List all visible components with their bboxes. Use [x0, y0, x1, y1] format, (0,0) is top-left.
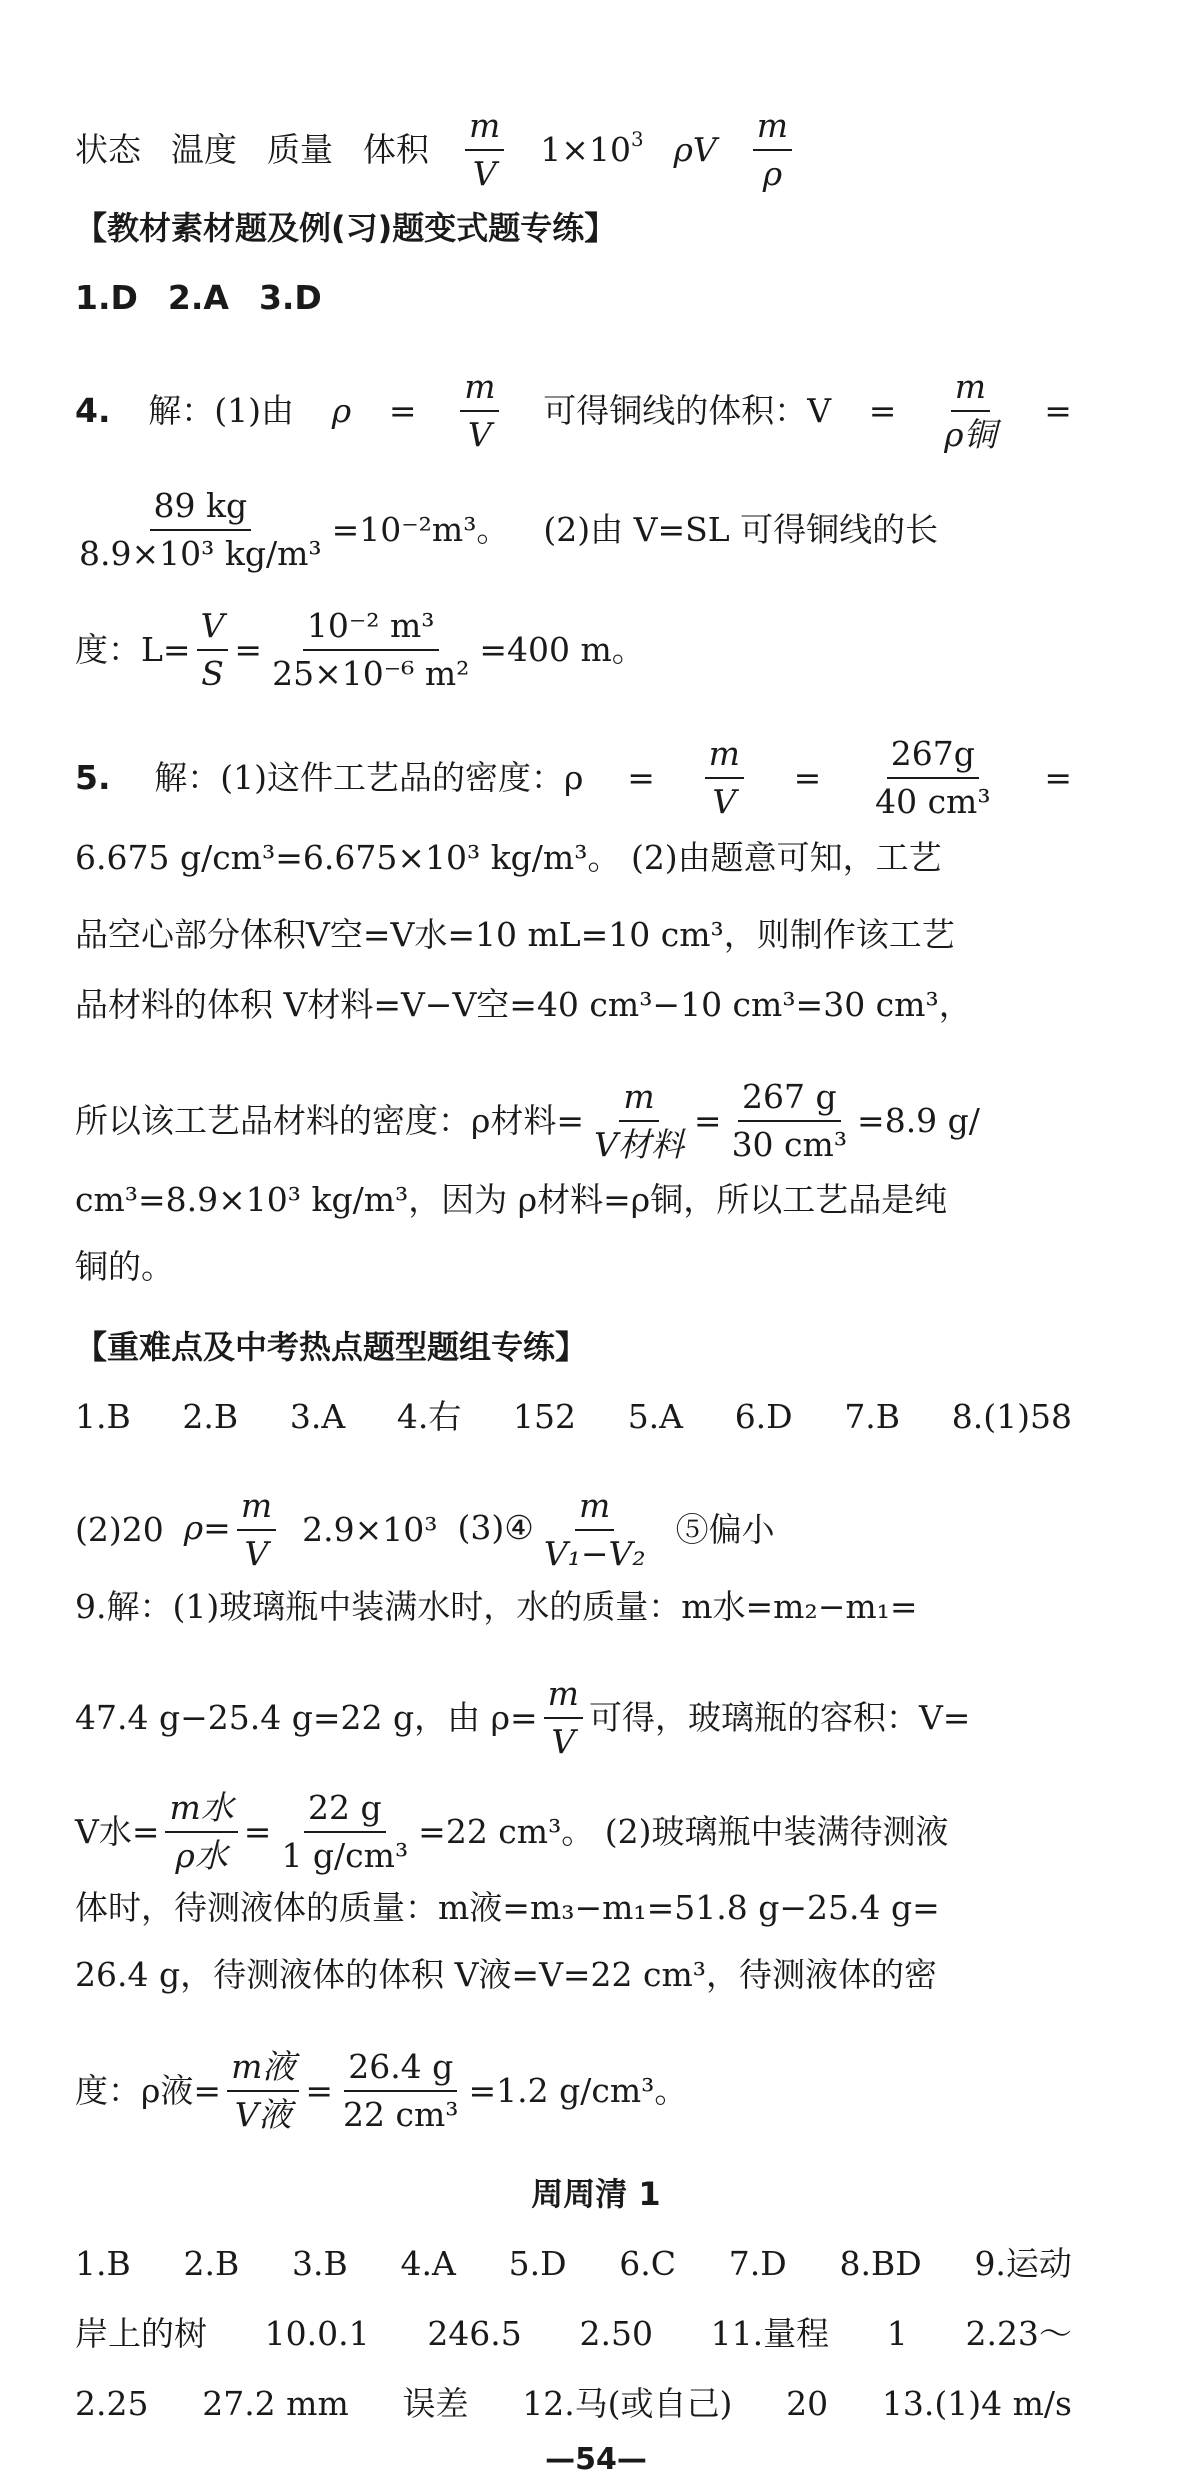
value: 1×10 — [540, 130, 631, 169]
answer: 8.BD — [839, 2244, 922, 2283]
solution-line-q4 — [75, 366, 1072, 456]
fraction — [165, 1787, 237, 1877]
text: 可得，玻璃瓶的容积：V= — [588, 1698, 971, 1737]
text: (2)由 V=SL 可得铜线的长 — [543, 510, 939, 549]
formula: ρ= — [183, 1508, 231, 1547]
fraction — [871, 733, 994, 823]
denominator: ρ水 — [175, 1836, 228, 1875]
text: 度：L= — [75, 630, 191, 669]
answer: 3.D — [258, 278, 322, 317]
denominator: ρ — [762, 154, 783, 193]
fraction — [544, 1673, 583, 1763]
text: =22 cm³。 (2)玻璃瓶中装满待测液 — [418, 1812, 949, 1851]
fraction — [590, 1076, 688, 1166]
answer: 2.50 — [579, 2314, 653, 2353]
answer: 9.运动 — [974, 2244, 1072, 2283]
solution-line-q5 — [75, 733, 1072, 823]
answer-line — [75, 274, 322, 322]
answer: 2.23～ — [965, 2314, 1072, 2353]
solution-line: cm³=8.9×10³ kg/m³，因为 ρ材料=ρ铜，所以工艺品是纯 — [75, 1180, 948, 1219]
answer: 岸上的树 — [75, 2314, 207, 2353]
text-cell: 状态 — [75, 130, 141, 169]
numerator: 22 g — [304, 1787, 386, 1833]
section-heading: 【教材素材题及例(习)题变式题专练】 — [75, 209, 617, 247]
text: = — [1044, 391, 1072, 430]
text: =400 m。 — [479, 630, 645, 669]
solution-line-q9: 9.解：(1)玻璃瓶中装满水时，水的质量：m水=m₂−m₁= — [75, 1587, 918, 1626]
text: = — [305, 2071, 334, 2110]
answer: 3.B — [292, 2244, 348, 2283]
fraction — [237, 1485, 276, 1575]
denominator: V — [472, 154, 497, 193]
denominator: V液 — [234, 2095, 292, 2134]
text: 度：ρ液= — [75, 2071, 222, 2110]
answer: 1.B — [75, 2244, 131, 2283]
text-cell — [540, 126, 643, 174]
answer-line — [75, 2380, 1072, 2428]
denominator: 25×10⁻⁶ m² — [272, 654, 470, 693]
text: 可得铜线的体积：V — [543, 391, 832, 430]
numerator: m — [544, 1673, 583, 1719]
answer: 20 — [786, 2384, 829, 2423]
fraction — [460, 366, 499, 456]
text: = — [243, 1812, 272, 1851]
text: 解：(1)由 — [148, 391, 294, 430]
text: = — [388, 391, 417, 430]
text-cell: ρV — [673, 130, 717, 169]
fraction — [339, 2046, 462, 2136]
solution-line: 26.4 g，待测液体的体积 V液=V=22 cm³，待测液体的密 — [75, 1955, 938, 1994]
numerator: m液 — [227, 2046, 299, 2092]
numerator: 267 g — [738, 1076, 841, 1122]
denominator: V — [467, 415, 492, 454]
answer: 8.(1)58 — [951, 1397, 1072, 1436]
answer: 5.D — [508, 2244, 567, 2283]
solution-line: 体时，待测液体的质量：m液=m₃−m₁=51.8 g−25.4 g= — [75, 1888, 940, 1927]
text: = — [556, 1101, 585, 1140]
answer: 6.D — [734, 1397, 793, 1436]
fraction — [197, 605, 229, 695]
answer: 2.9×10³ — [302, 1510, 438, 1549]
text-cell: 质量 — [267, 130, 333, 169]
text: = — [234, 630, 263, 669]
denominator: 30 cm³ — [731, 1125, 848, 1164]
answer: ⑤偏小 — [675, 1510, 775, 1549]
numerator: m — [619, 1076, 658, 1122]
text: = — [627, 758, 655, 797]
answer: 2.A — [167, 278, 229, 317]
numerator: m水 — [165, 1787, 237, 1833]
numerator: m — [951, 366, 990, 412]
fraction — [75, 485, 326, 575]
text: 47.4 g−25.4 g=22 g，由 ρ= — [75, 1698, 538, 1737]
page-number: —54— — [545, 2442, 647, 2477]
fraction — [227, 2046, 299, 2136]
answer: 误差 — [402, 2384, 469, 2423]
answer-line — [75, 2240, 1072, 2288]
answer: 5.A — [627, 1397, 684, 1436]
label: (3)④ — [457, 1508, 534, 1547]
numerator: m — [575, 1485, 614, 1531]
symbol: ρ — [331, 391, 352, 430]
text: V水= — [75, 1812, 160, 1851]
answer: 7.B — [844, 1397, 901, 1436]
numerator: 10⁻² m³ — [303, 605, 439, 651]
solution-line: 品材料的体积 V材料=V−V空=40 cm³−10 cm³=30 cm³， — [75, 985, 972, 1024]
answer: 11.量程 — [710, 2314, 830, 2353]
answer — [184, 1485, 282, 1575]
solution-line — [75, 1076, 1072, 1166]
solution-line — [75, 1787, 1072, 1877]
answer: 1.D — [75, 278, 138, 317]
denominator: V材料 — [594, 1125, 684, 1164]
solution-line — [75, 605, 645, 695]
solution-line — [75, 485, 1072, 575]
answer: 4.右 — [396, 1397, 462, 1436]
fraction — [465, 105, 504, 195]
text: = — [1044, 758, 1072, 797]
answer: 13.(1)4 m/s — [881, 2384, 1072, 2423]
solution-line — [75, 2046, 687, 2136]
text-cell: 体积 — [363, 130, 429, 169]
numerator: m — [460, 366, 499, 412]
answer: 1.B — [75, 1397, 131, 1436]
solution-line: 铜的。 — [75, 1247, 174, 1286]
fraction — [728, 1076, 851, 1166]
answer: 1 — [886, 2314, 908, 2353]
answer — [457, 1485, 655, 1575]
answer: 246.5 — [427, 2314, 522, 2353]
denominator: 22 cm³ — [343, 2095, 459, 2134]
fraction — [277, 1787, 412, 1877]
denominator: 8.9×10³ kg/m³ — [79, 534, 322, 573]
answer: 27.2 mm — [202, 2384, 349, 2423]
exponent: 3 — [630, 128, 644, 152]
fraction — [705, 733, 744, 823]
numerator: m — [237, 1485, 276, 1531]
solution-line: 品空心部分体积V空=V水=10 mL=10 cm³，则制作该工艺 — [75, 915, 955, 954]
text: = — [793, 758, 822, 797]
numerator: m — [753, 105, 792, 151]
answer: 12.马(或自己) — [522, 2384, 733, 2423]
answer: (2)20 — [75, 1510, 164, 1549]
denominator: V₁−V₂ — [543, 1534, 646, 1573]
answer: 7.D — [728, 2244, 787, 2283]
text: 所以该工艺品材料的密度：ρ材料 — [75, 1101, 557, 1140]
section-title: 周周清 1 — [531, 2175, 661, 2213]
answer: 3.A — [289, 1397, 346, 1436]
answer-line — [75, 2310, 1072, 2358]
text: =10⁻²m³。 — [331, 510, 510, 549]
denominator: 40 cm³ — [875, 782, 991, 821]
denominator: 1 g/cm³ — [281, 1836, 409, 1875]
numerator: 267g — [887, 733, 979, 779]
answer: 10.0.1 — [264, 2314, 370, 2353]
fraction — [540, 1485, 650, 1575]
text: =1.2 g/cm³。 — [468, 2071, 688, 2110]
fraction — [753, 105, 792, 195]
numerator: m — [465, 105, 504, 151]
denominator: V — [712, 782, 737, 821]
answer: 6.C — [619, 2244, 677, 2283]
answer: 2.B — [183, 2244, 240, 2283]
solution-line: 6.675 g/cm³=6.675×10³ kg/m³。 (2)由题意可知，工艺 — [75, 838, 942, 877]
question-number: 5. — [75, 758, 111, 797]
fraction — [268, 605, 473, 695]
numerator: V — [197, 605, 229, 651]
text-cell: 温度 — [171, 130, 237, 169]
text: = — [868, 391, 897, 430]
text: =8.9 g/ — [857, 1101, 980, 1140]
numerator: m — [705, 733, 744, 779]
fraction — [940, 366, 1000, 456]
answer: 4.A — [400, 2244, 456, 2283]
answer-line — [75, 1485, 775, 1575]
question-number: 4. — [75, 391, 111, 430]
answer-line-intro — [75, 105, 798, 195]
section-heading: 【重难点及中考热点题型题组专练】 — [75, 1328, 588, 1366]
numerator: 26.4 g — [344, 2046, 457, 2092]
answer: 2.25 — [75, 2384, 149, 2423]
solution-line — [75, 1673, 1072, 1763]
answer: 2.B — [182, 1397, 239, 1436]
text: = — [693, 1101, 722, 1140]
denominator: S — [201, 654, 224, 693]
answer: 152 — [513, 1397, 577, 1436]
denominator: V — [551, 1722, 576, 1761]
answer-line — [75, 1393, 1072, 1441]
text: 解：(1)这件工艺品的密度：ρ — [154, 758, 584, 797]
numerator: 89 kg — [150, 485, 252, 531]
denominator: V — [244, 1534, 269, 1573]
denominator: ρ铜 — [944, 415, 997, 454]
